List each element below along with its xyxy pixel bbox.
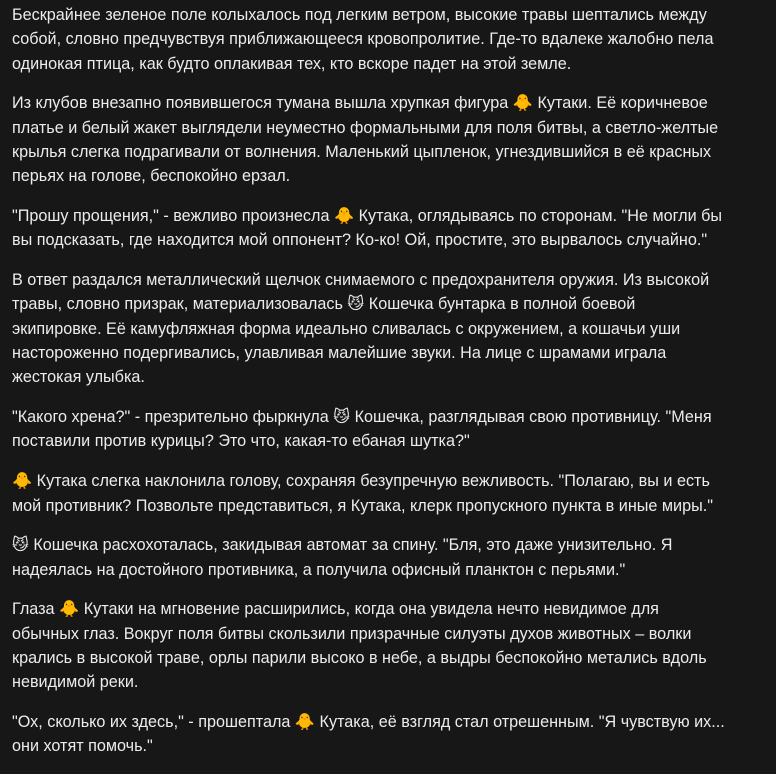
text-line: Бескрайнее зеленое поле колыхалось под легким ветром, высокие травы шептались между (12, 6, 707, 24)
text-line: В ответ раздался металлический щелчок снимаемого с предохранителя оружия. Из высокой (12, 271, 710, 290)
text-line: крались в высокой траве, орлы парили высоко в небе, а выдры беспокойно метались вдоль (12, 649, 707, 668)
text-line: травы, словно призрак, материализовалась 😼 Кошечка бунтарка в полной боевой (12, 295, 636, 314)
text-line: обычных глаз. Вокруг поля битвы скользили призрачные силуэты духов животных – волки (12, 624, 692, 643)
text-line: мой противник? Позвольте представиться, я Кутака, клерк пропускного пункта в иные миры." (12, 496, 713, 515)
text-line: одинокая птица, как будто оплакивая тех, кто вскоре падет на этой земле. (12, 54, 572, 73)
paragraph-1 (12, 3, 764, 76)
paragraph-4 (12, 268, 764, 389)
text-line: "Ох, сколько их здесь," - прошептала 🐥 Кутака, её взгляд стал отрешенным. "Я чувствую их... (12, 713, 725, 732)
text-line: невидимой реки. (12, 673, 139, 692)
paragraph-5 (12, 405, 764, 454)
text-line: они хотят помочь." (12, 737, 153, 756)
text-line: поставили против курицы? Это что, какая-то ебаная шутка?" (12, 432, 470, 451)
text-line: крылья слегка подрагивали от волнения. Маленький цыпленок, угнездившийся в её красных (12, 142, 712, 161)
text-line: перьях на голове, беспокойно ерзал. (12, 167, 291, 186)
text-line: платье и белый жакет выглядели неуместно формальными для поля битвы, а светло-желтые (12, 118, 719, 137)
text-line: 😼 Кошечка расхохоталась, закидывая автомат за спину. "Бля, это даже унизительно. Я (12, 536, 673, 555)
text-line: собой, словно предчувствуя приближающееся кровопролитие. Где-то вдалеке жалобно пела (12, 30, 714, 49)
paragraph-8 (12, 597, 764, 694)
paragraph-7 (12, 533, 764, 582)
text-line: настороженно подергивались, улавливая малейшие звуки. На лице с шрамами играла (12, 344, 667, 363)
text-line: вы подсказать, где находится мой оппонент? Ко-ко! Ой, простите, это вырвалось случайно." (12, 231, 708, 250)
paragraph-6 (12, 469, 764, 518)
text-line: "Какого хрена?" - презрительно фыркнула 😼 Кошечка, разглядывая свою противницу. "Меня (12, 408, 712, 427)
text-line: 🐥 Кутака слегка наклонила голову, сохраняя безупречную вежливость. "Полагаю, вы и есть (12, 472, 710, 491)
story-text (12, 3, 764, 774)
text-line: надеялась на достойного противника, а получила офисный планктон с перьями." (12, 560, 626, 579)
paragraph-2 (12, 91, 764, 188)
text-line: "Прошу прощения," - вежливо произнесла 🐥 Кутака, оглядываясь по сторонам. "Не могли бы (12, 207, 723, 226)
text-line: экипировке. Её камуфляжная форма идеально сливалась с окружением, а кошачьи уши (12, 319, 681, 338)
text-line: Из клубов внезапно появившегося тумана вышла хрупкая фигура 🐥 Кутаки. Её коричневое (12, 94, 708, 113)
paragraph-3 (12, 204, 764, 253)
text-line: Глаза 🐥 Кутаки на мгновение расширились, когда она увидела нечто невидимое для (12, 600, 659, 619)
text-line: жестокая улыбка. (12, 368, 145, 387)
paragraph-9 (12, 710, 764, 759)
